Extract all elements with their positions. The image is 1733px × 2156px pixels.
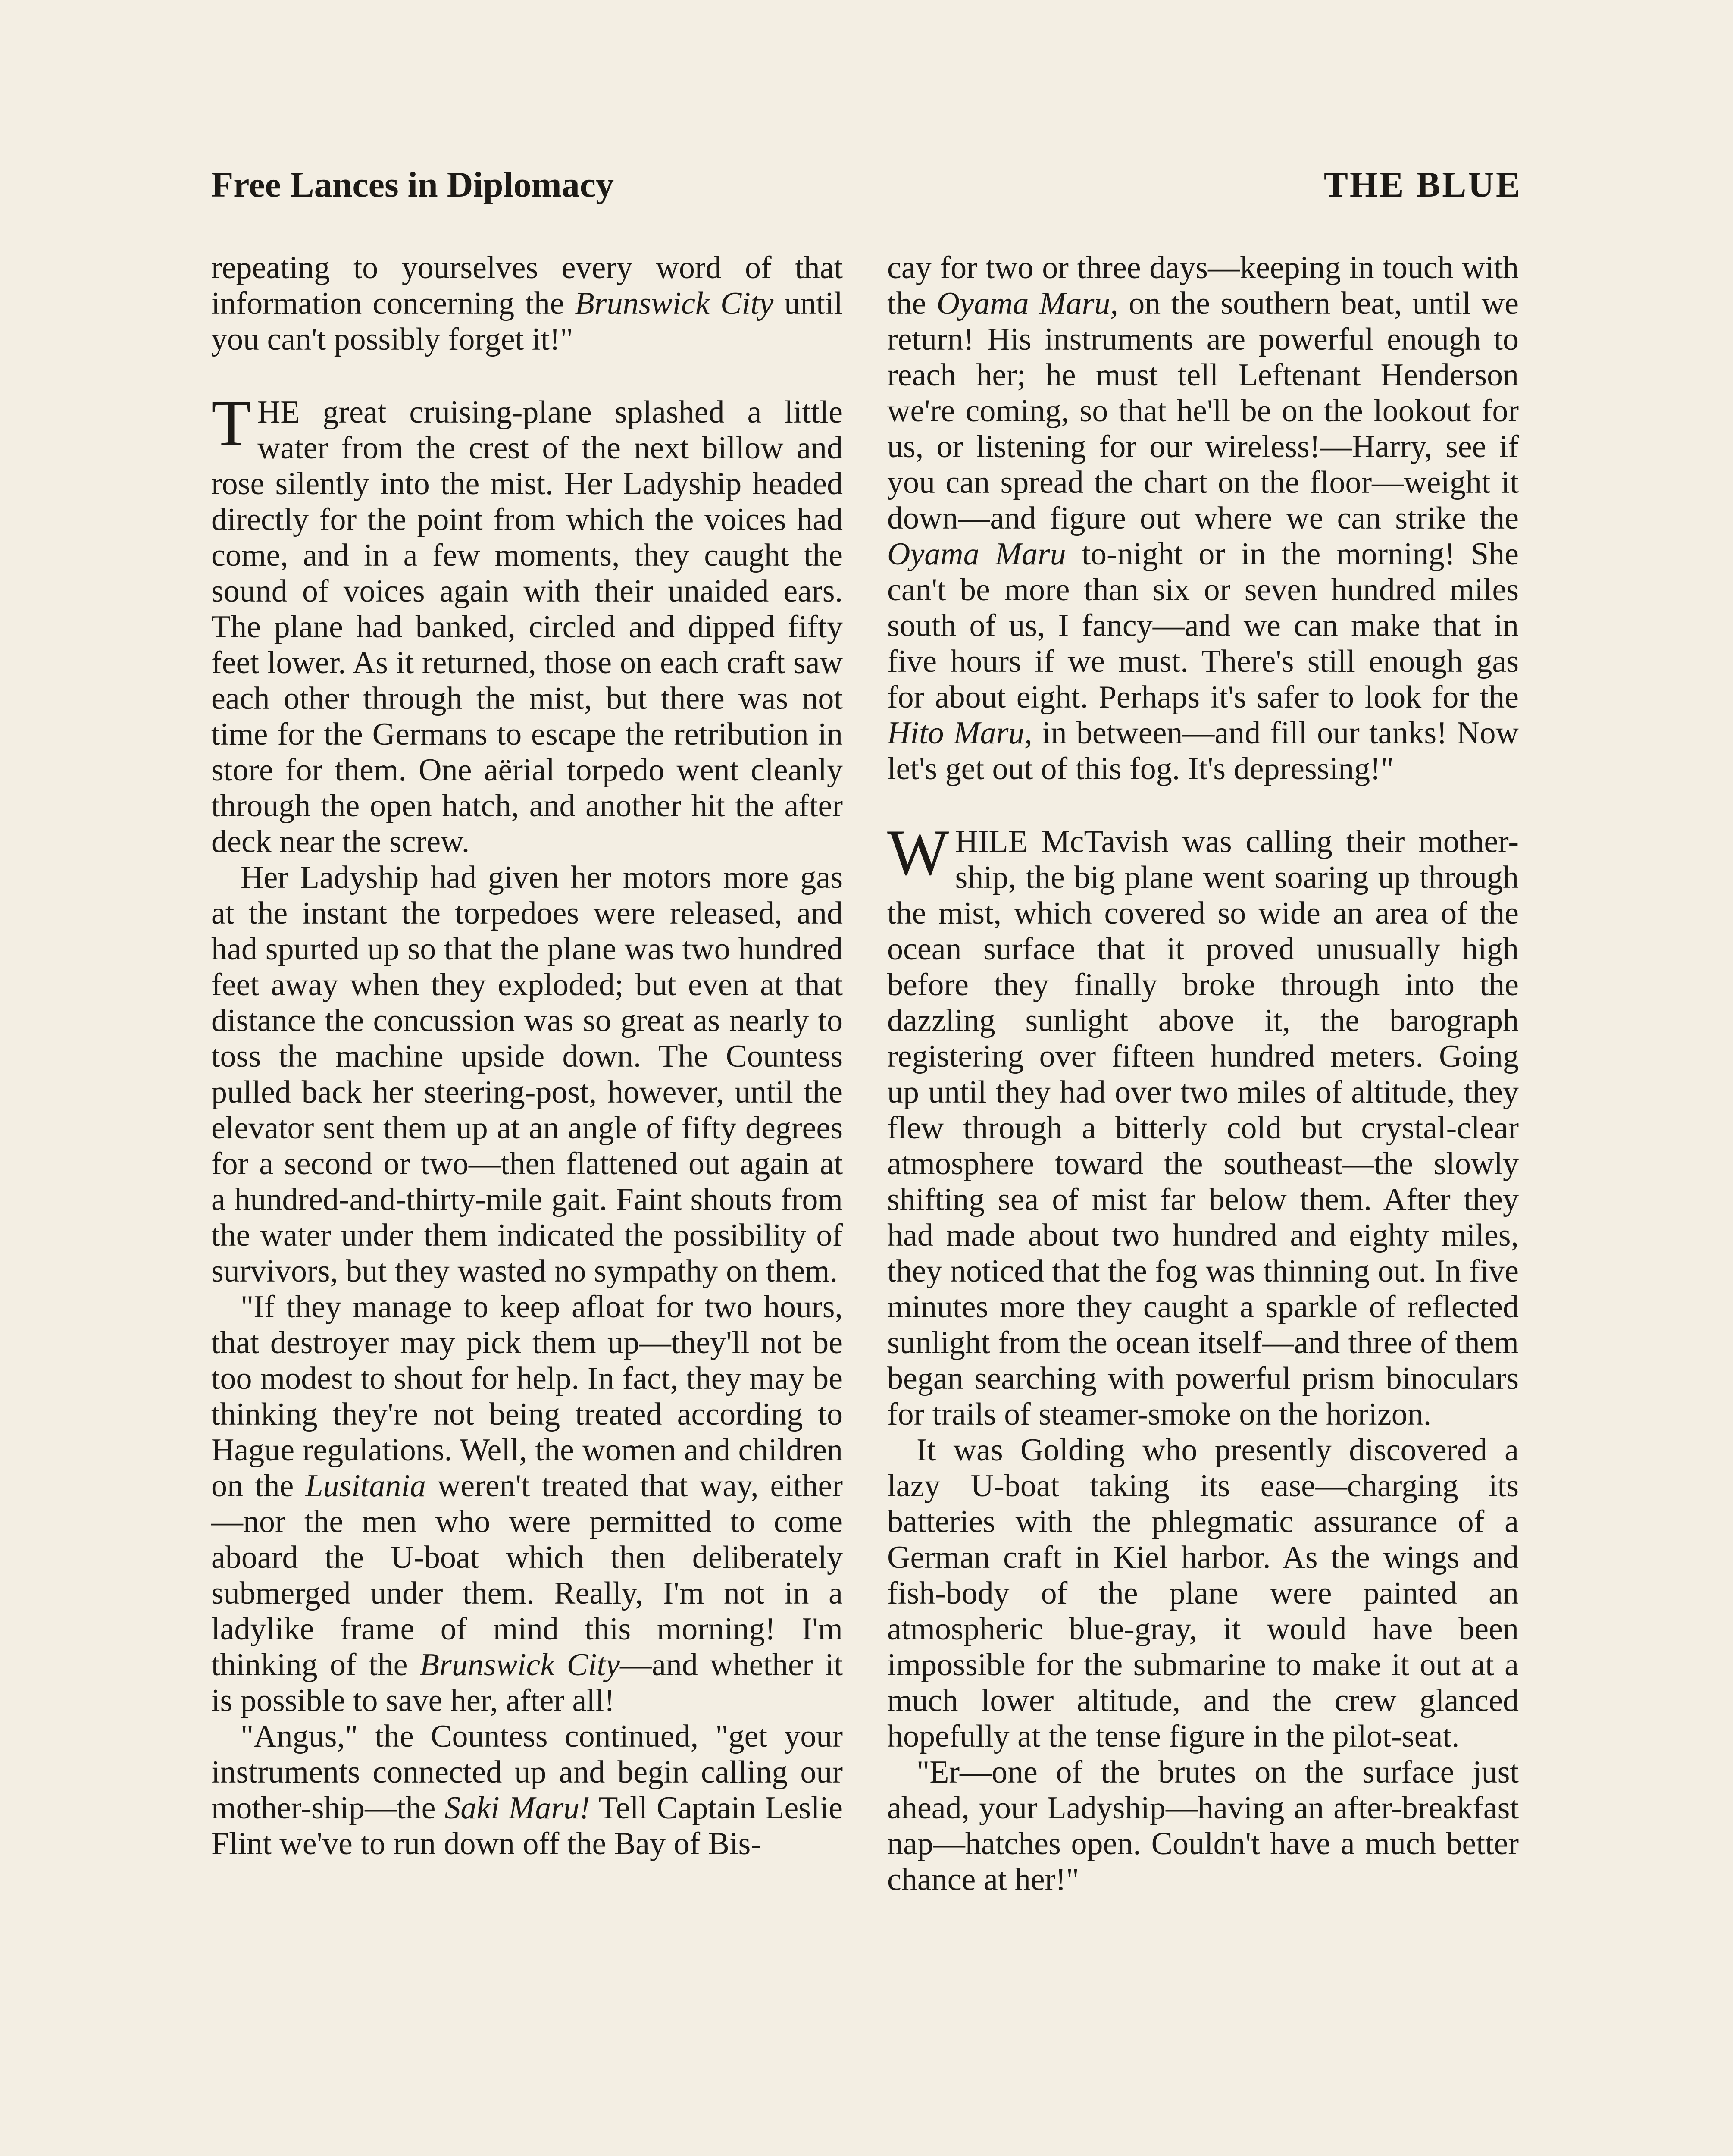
paragraph: "If they manage to keep afloat for two hours, that destroyer may pick them up—they'll not be too modest to shout for help. In fact, they may be thinking they're not being treated according to Hague regulations. Well, the women and children on the Lusitania weren't treated that way, either—nor the men who were permitted to come aboard the U-boat which then deliberately submerged under them. Really, I'm not in a ladylike frame of mind this morning! I'm thinking of the Brunswick City—and whether it is possible to save her, after all! (211, 1289, 843, 1718)
story-title: Free Lances in Diplomacy (211, 165, 614, 205)
magazine-title: THE BLUE (1323, 165, 1522, 205)
drop-cap: T (211, 387, 251, 459)
paragraph: "Angus," the Countess continued, "get your instruments connected up and begin calling our mother-ship—the Saki Maru! Tell Captain Leslie Flint we've to run down off the Bay of Bis- (211, 1719, 843, 1861)
paragraph: repeating to yourselves every word of that information concerning the Brunswick City until you can't possibly forget it!" (211, 250, 843, 357)
left-column (211, 250, 843, 1862)
paragraph: Her Ladyship had given her motors more gas at the instant the torpedoes were released, and had spurted up so that the plane was two hundred feet away when they exploded; but even at that distance the concussion was so great as nearly to toss the machine upside down. The Countess pulled back her steering-post, however, until the elevator sent them up at an angle of fifty degrees for a second or two—then flattened out again at a hundred-and-thirty-mile gait. Faint shouts from the water under them indicated the possibility of survivors, but they wasted no sympathy on them. (211, 860, 843, 1289)
section-paragraph: THE great cruising-plane splashed a little water from the crest of the next billow and rose silently into the mist. Her Ladyship headed directly for the point from which the voices had come, and in a few moments, they caught the sound of voices again with their unaided ears. The plane had banked, circled and dipped fifty feet lower. As it returned, those on each craft saw each other through the mist, but there was not time for the Germans to escape the retribution in store for them. One aërial torpedo went cleanly through the open hatch, and another hit the after deck near the screw. (211, 387, 843, 859)
paragraph: "Er—one of the brutes on the surface just ahead, your Ladyship—having an after-breakfast nap—hatches open. Couldn't have a much better chance at her!" (887, 1755, 1519, 1897)
paragraph: cay for two or three days—keeping in touch with the Oyama Maru, on the southern beat, until we return! His instruments are powerful enough to reach her; he must tell Leftenant Henderson we're coming, so that he'll be on the lookout for us, or listening for our wireless!—Harry, see if you can spread the chart on the floor—weight it down—and figure out where we can strike the Oyama Maru to-night or in the morning! She can't be more than six or seven hundred miles south of us, I fancy—and we can make that in five hours if we must. There's still enough gas for about eight. Perhaps it's safer to look for the Hito Maru, in between—and fill our tanks! Now let's get out of this fog. It's depressing!" (887, 250, 1519, 787)
running-header (211, 164, 1522, 216)
right-column (887, 250, 1519, 1898)
section-paragraph: WHILE McTavish was calling their mother-ship, the big plane went soaring up through the mist, which covered so wide an area of the ocean surface that it proved unusually high before they finally broke through into the dazzling sunlight above it, the barograph registering over fifteen hundred meters. Going up until they had over two miles of altitude, they flew through a bitterly cold but crystal-clear atmosphere toward the southeast—the slowly shifting sea of mist far below them. After they had made about two hundred and eighty miles, they noticed that the fog was thinning out. In five minutes more they caught a sparkle of reflected sunlight from the ocean itself—and three of them began searching with powerful prism binoculars for trails of steamer-smoke on the horizon. (887, 816, 1519, 1432)
drop-cap: W (887, 816, 949, 889)
paragraph: It was Golding who presently discovered a lazy U-boat taking its ease—charging its batteries with the phlegmatic assurance of a German craft in Kiel harbor. As the wings and fish-body of the plane were painted an atmospheric blue-gray, it would have been impossible for the submarine to make it out at a much lower altitude, and the crew glanced hopefully at the tense figure in the pilot-seat. (887, 1432, 1519, 1754)
